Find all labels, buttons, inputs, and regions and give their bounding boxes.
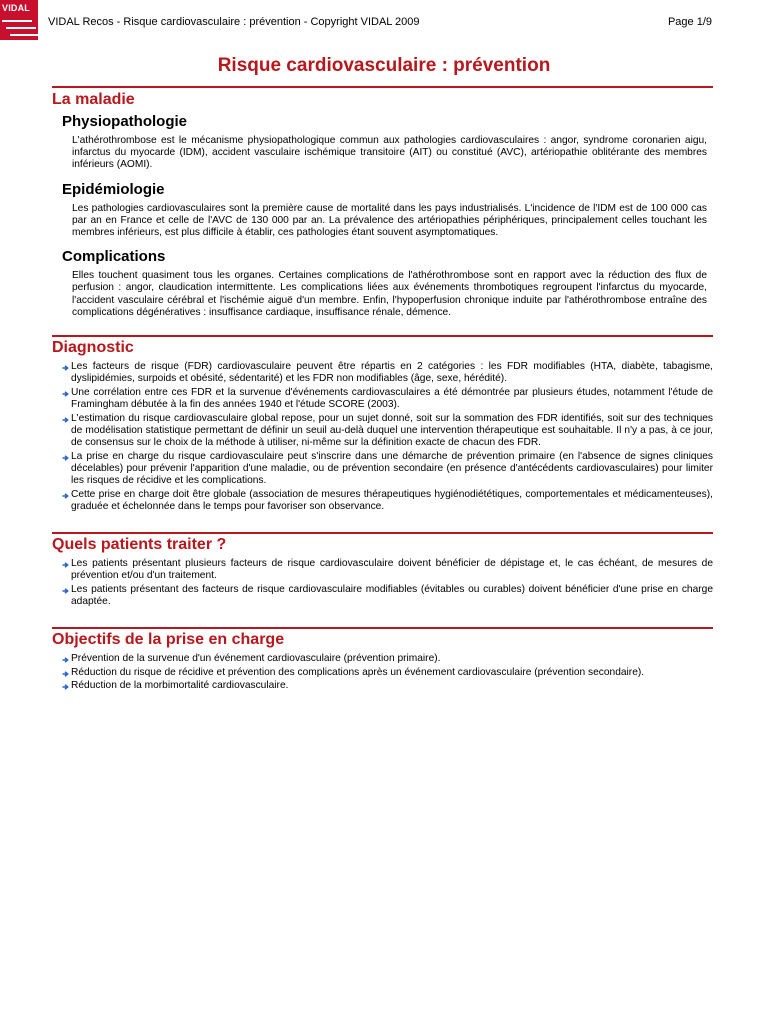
patients-list — [62, 558, 713, 608]
section-maladie — [52, 90, 713, 319]
list-item: Les patients présentant des facteurs de risque cardiovasculaire modifiables (évitables ou curables) doivent bénéficier d'une prise en charge adaptée. — [62, 584, 713, 608]
list-item: Cette prise en charge doit être globale (association de mesures thérapeutiques hygiénodiététiques, comportementales et médicamenteuses), graduée et échelonnée dans le temps pour favoriser son observance. — [62, 489, 713, 513]
page-number: Page 1/9 — [667, 16, 712, 28]
section-heading: Quels patients traiter ? — [52, 536, 227, 554]
document-body — [52, 90, 713, 694]
arrow-bullet-icon — [62, 492, 70, 500]
subsection-heading: Physiopathologie — [62, 113, 188, 130]
arrow-bullet-icon — [62, 587, 70, 595]
arrow-bullet-icon — [62, 670, 70, 678]
arrow-bullet-icon — [62, 683, 70, 691]
list-item: Une corrélation entre ces FDR et la survenue d'événements cardiovasculaires a été démontrée par plusieurs études, notamment l'étude de Framingham débutée à la fin des années 1940 et l'étude SCORE (2003). — [62, 387, 713, 411]
logo-stripe — [10, 34, 38, 36]
section-patients — [52, 535, 713, 608]
paragraph: Elles touchent quasiment tous les organes. Certaines complications de l'athérothrombose sont en rapport avec la réduction des flux de perfusion : angor, claudication intermittente. Les complications liées aux événements thrombotiques regroupent l'infarctus du myocarde, l'accident vasculaire cérébral et l'ischémie aiguë d'un membre. Enfin, l'hypoperfusion chronique induite par l'athérothrombose entraîne des complications dégénératives : insuffisance cardiaque, insuffisance rénale, démence. — [72, 270, 707, 318]
arrow-bullet-icon — [62, 390, 70, 398]
logo-text: VIDAL — [2, 3, 30, 13]
list-item: Prévention de la survenue d'un événement cardiovasculaire (prévention primaire). — [62, 653, 713, 665]
header-title: VIDAL Recos - Risque cardiovasculaire : prévention - Copyright VIDAL 2009 — [48, 16, 420, 28]
list-item: Réduction de la morbimortalité cardiovasculaire. — [62, 680, 713, 692]
subsection-heading: Epidémiologie — [62, 180, 165, 198]
arrow-bullet-icon — [62, 454, 70, 462]
paragraph: L'athérothrombose est le mécanisme physiopathologique commun aux pathologies cardiovasculaires : angor, syndrome coronarien aigu, infarctus du myocarde (IDM), accident vasculaire ischémique transitoire (AIT) ou constitué (AVC), artériopathie oblitérante des membres inférieurs (AOMI). — [72, 135, 707, 171]
section-diagnostic — [52, 338, 713, 513]
subsection-heading: Complications — [62, 248, 166, 266]
list-item: L'estimation du risque cardiovasculaire global repose, pour un sujet donné, soit sur la sommation des FDR identifiés, soit sur des techniques de modélisation statistique permettant de définir un seuil au-delà duquel une intervention thérapeutique est souhaitable. Il n'y a pas, à ce jour, de consensus sur le choix de la méthode à utiliser, ni-même sur la définition exacte de chacun des FDR. — [62, 413, 713, 450]
arrow-bullet-icon — [62, 656, 70, 664]
section-divider — [52, 627, 713, 629]
logo-stripe — [2, 20, 32, 22]
logo-stripe — [6, 27, 36, 29]
section-heading: Objectifs de la prise en charge — [52, 631, 285, 649]
section-heading: Diagnostic — [52, 339, 134, 357]
vidal-logo — [0, 0, 38, 40]
diagnostic-list — [62, 361, 713, 513]
list-item: La prise en charge du risque cardiovasculaire peut s'inscrire dans une démarche de prévention primaire (en l'absence de signes cliniques décelables) pour prévenir l'apparition d'une maladie, ou de prévention secondaire (en présence d'antécédents cardiovasculaires) pour limiter les risques de récidive et les complications. — [62, 451, 713, 488]
list-item: Réduction du risque de récidive et prévention des complications après un événement cardiovasculaire (prévention secondaire). — [62, 667, 713, 679]
list-item: Les patients présentant plusieurs facteurs de risque cardiovasculaire doivent bénéficier de dépistage et, le cas échéant, de mesures de prévention et/ou d'un traitement. — [62, 558, 713, 582]
arrow-bullet-icon — [62, 416, 70, 424]
title-divider — [52, 86, 713, 88]
section-divider — [52, 532, 713, 534]
paragraph: Les pathologies cardiovasculaires sont la première cause de mortalité dans les pays industrialisés. L'incidence de l'IDM est de 100 000 cas par an en France et celle de l'AVC de 130 000 par an. La prévalence des artériopathies périphériques, principalement celles touchant les membres inférieurs, est plus difficile à établir, ces pathologies étant souvent asymptomatiques. — [72, 202, 707, 239]
page-header — [0, 0, 768, 40]
section-objectifs — [52, 630, 713, 692]
section-heading: La maladie — [52, 91, 135, 108]
section-divider — [52, 335, 713, 337]
list-item: Les facteurs de risque (FDR) cardiovasculaire peuvent être répartis en 2 catégories : les FDR modifiables (HTA, diabète, tabagisme, dyslipidémies, surpoids et obésité, sédentarité) et les FDR non modifiables (âge, sexe, hérédité). — [62, 361, 713, 385]
objectifs-list — [62, 653, 713, 692]
arrow-bullet-icon — [62, 364, 70, 372]
arrow-bullet-icon — [62, 561, 70, 569]
document-title: Risque cardiovasculaire : prévention — [217, 55, 551, 76]
